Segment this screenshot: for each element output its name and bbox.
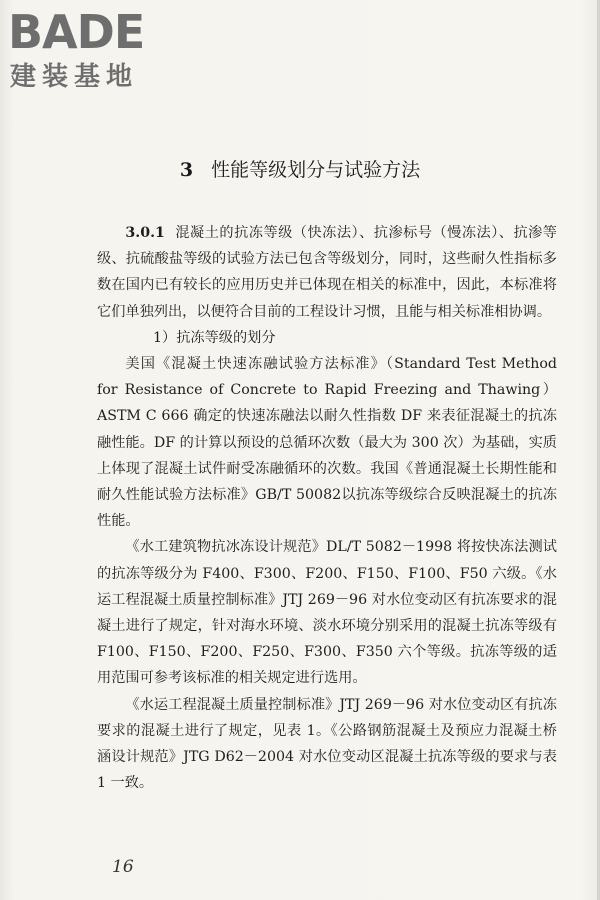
logo-wordmark: BADE [8,5,145,59]
paragraph-dlt: 《水工建筑物抗冰冻设计规范》DL/T 5082－1998 将按快冻法测试的抗冻等级分为 F400、F300、F200、F150、F100、F50 六级。《水运工程混凝土质量控制标准》JTJ 269－96 对水位变动区有抗冻要求的混凝土进行了规定，针对海水环境、淡水环境分别采用的混凝土抗冻等级有 F100、F150、F200、F250、F300、F350 六个等级。抗冻等级的适用范围可参考该标准的相关规定进行选用。 [97,539,557,687]
section-intro-text: 混凝土的抗冻等级（快冻法）、抗渗标号（慢冻法）、抗渗等级、抗硫酸盐等级的试验方法已包含等级划分，同时，这些耐久性指标多数在国内已有较长的应用历史并已体现在相关的标准中，因此，本标准将它们单独列出，以便符合目前的工程设计习惯，且能与相关标准相协调。 [97,225,557,320]
chapter-title [0,155,600,185]
section-number: 3.0.1 [125,225,165,241]
subheading: 1）抗冻等级的划分 [153,329,276,346]
paragraph-astm: 美国《混凝土快速冻融试验方法标准》（Standard Test Method for Resistance of Concrete to Rapid Freezing and Thawing）ASTM C 666 确定的快速冻融法以耐久性指数 DF 来表征混凝土的抗冻融性能。DF 的计算以预设的总循环次数（最大为 300 次）为基础，实质上体现了混凝土试件耐受冻融循环的次数。我国《普通混凝土长期性能和耐久性能试验方法标准》GB/T 50082以抗冻等级综合反映混凝土的抗冻性能。 [97,356,557,530]
section-paragraph [97,220,557,325]
page-number: 16 [112,857,134,877]
chapter-number: 3 [179,159,194,181]
logo-subtitle: 建装基地 [10,62,139,92]
paragraph-jtj: 《水运工程混凝土质量控制标准》JTJ 269－96 对水位变动区有抗冻要求的混凝土进行了规定，见表 1。《公路钢筋混凝土及预应力混凝土桥涵设计规范》JTG D62－2004 对水位变动区混凝土抗冻等级的要求与表 1 一致。 [97,696,557,792]
body-text [97,220,557,796]
chapter-title-text: 性能等级划分与试验方法 [211,159,421,181]
bade-logo [8,6,178,96]
